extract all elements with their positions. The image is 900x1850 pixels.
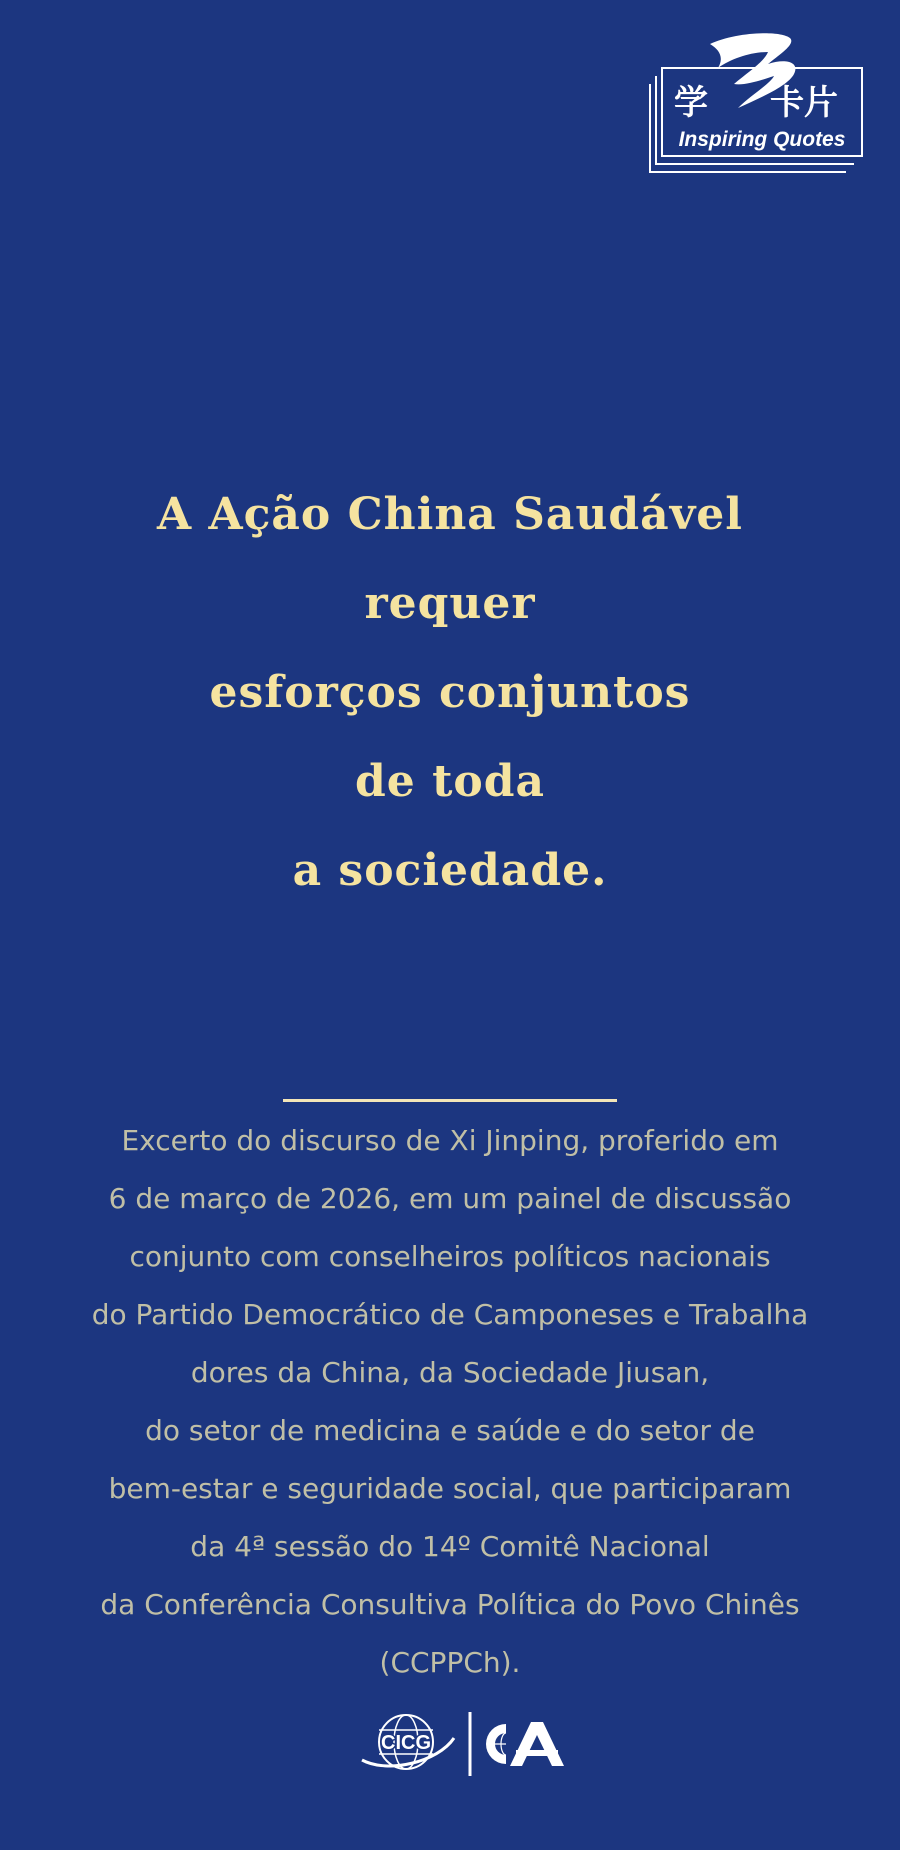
excerpt-line: bem-estar e seguridade social, que participaram [108,1472,792,1505]
excerpt-line: (CCPPCh). [379,1646,521,1679]
ca-logo-text: CA [358,1708,360,1709]
brand-chinese-right: 卡片 [770,83,838,123]
quote-line: requer [364,578,536,629]
brand-english: Inspiring Quotes [678,128,846,151]
quote-line: esforços conjuntos [209,667,691,718]
excerpt-line: dores da China, da Sociedade Jiusan, [190,1356,710,1389]
excerpt-line: da Conferência Consultiva Política do Povo Chinês [100,1588,800,1621]
cicg-logo [362,1715,454,1769]
excerpt-line: do Partido Democrático de Camponeses e Trabalha [91,1298,809,1331]
source-excerpt [40,1112,860,1692]
footer-logos [358,1708,578,1778]
quote-line: de toda [354,756,546,807]
quote-text [60,470,840,915]
inspiring-quotes-logo [640,28,868,184]
excerpt-line: Excerto do discurso de Xi Jinping, proferido em [121,1124,779,1157]
excerpt-line: da 4ª sessão do 14º Comitê Nacional [190,1530,710,1563]
excerpt-line: do setor de medicina e saúde e do setor de [145,1414,755,1447]
quote-line: a sociedade. [292,845,608,896]
excerpt-line: 6 de março de 2026, em um painel de discussão [108,1182,792,1215]
cicg-logo-text: CICG [381,1732,431,1754]
quote-line: A Ação China Saudável [157,489,743,540]
excerpt-line: conjunto com conselheiros políticos nacionais [129,1240,771,1273]
brand-chinese-left: 学 [674,83,708,123]
divider [283,1099,617,1102]
